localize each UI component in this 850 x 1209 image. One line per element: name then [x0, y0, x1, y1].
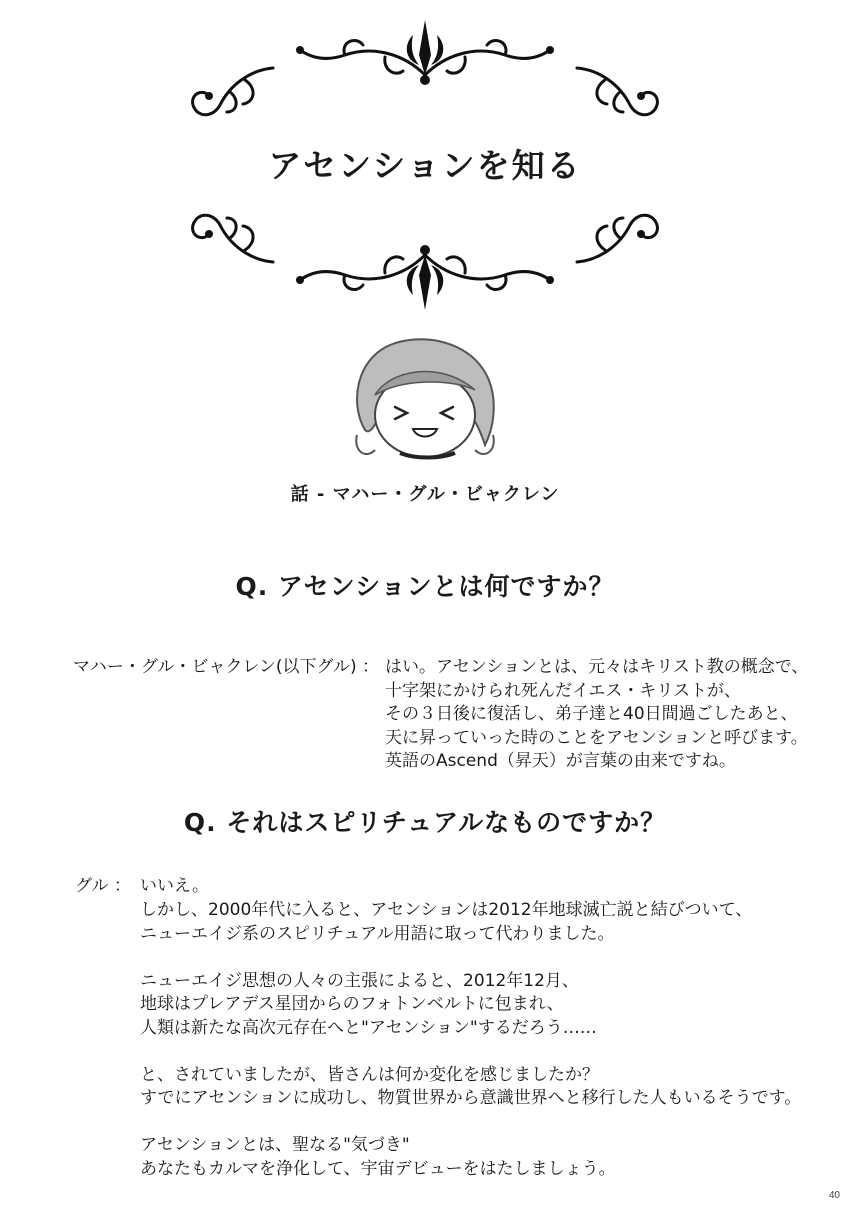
bottom-center-ornament: [285, 240, 565, 315]
page-number: 40: [828, 1190, 840, 1201]
speaker-credit: 話 - マハー・グル・ビャクレン: [290, 484, 560, 505]
answer-line: あなたもカルマを浄化して、宇宙デビューをはたしましょう。: [140, 1158, 616, 1179]
answer-line: その３日後に復活し、弟子達と40日間過ごしたあと、: [385, 704, 798, 724]
answer-2: [140, 899, 801, 1181]
answer-line: [140, 1040, 801, 1064]
question-1: Q. アセンションとは何ですか？: [235, 572, 615, 601]
answer-line: 天に昇っていった時のことをアセンションと呼びます。: [385, 727, 808, 748]
answer-line: [140, 946, 801, 970]
answer-line: 人類は新たな高次元存在へと"アセンション"するだろう……: [140, 1017, 597, 1038]
question-2: Q. それはスピリチュアルなものですか？: [183, 808, 667, 837]
answer-line: 十字架にかけられ死んだイエス・キリストが、: [385, 680, 741, 701]
top-center-ornament: [285, 15, 565, 90]
answer-line: 地球はプレアデス星団からのフォトンベルトに包まれ、: [140, 994, 564, 1014]
character-portrait: [345, 335, 505, 465]
answer-line: ニューエイジ系のスピリチュアル用語に取って代わりました。: [140, 923, 615, 944]
page-title: アセンションを知る: [268, 146, 582, 185]
answer-2-first-line: いいえ。: [140, 876, 210, 896]
answer-line: アセンションとは、聖なる"気づき": [140, 1135, 410, 1155]
answer-line: しかし、2000年代に入ると、アセンションは2012年地球滅亡説と結びついて、: [140, 900, 753, 920]
top-left-ornament: [185, 60, 280, 125]
top-right-ornament: [570, 60, 665, 125]
answer-line: はい。アセンションとは、元々はキリスト教の概念で、: [385, 657, 809, 677]
answer-line: 英語のAscend（昇天）が言葉の由来ですね。: [385, 751, 736, 771]
answer-line: と、されていましたが、皆さんは何か変化を感じましたか？: [140, 1064, 599, 1085]
answer-1: [385, 656, 808, 774]
speaker-label-1: マハー・グル・ビャクレン(以下グル) ：: [73, 657, 380, 677]
answer-line: ニューエイジ思想の人々の主張によると、2012年12月、: [140, 970, 579, 991]
bottom-left-ornament: [185, 205, 280, 270]
answer-line: すでにアセンションに成功し、物質世界から意識世界へと移行した人もいるそうです。: [140, 1088, 802, 1108]
bottom-right-ornament: [570, 205, 665, 270]
answer-line: [140, 1111, 801, 1135]
speaker-label-2: グル ：: [75, 876, 131, 896]
